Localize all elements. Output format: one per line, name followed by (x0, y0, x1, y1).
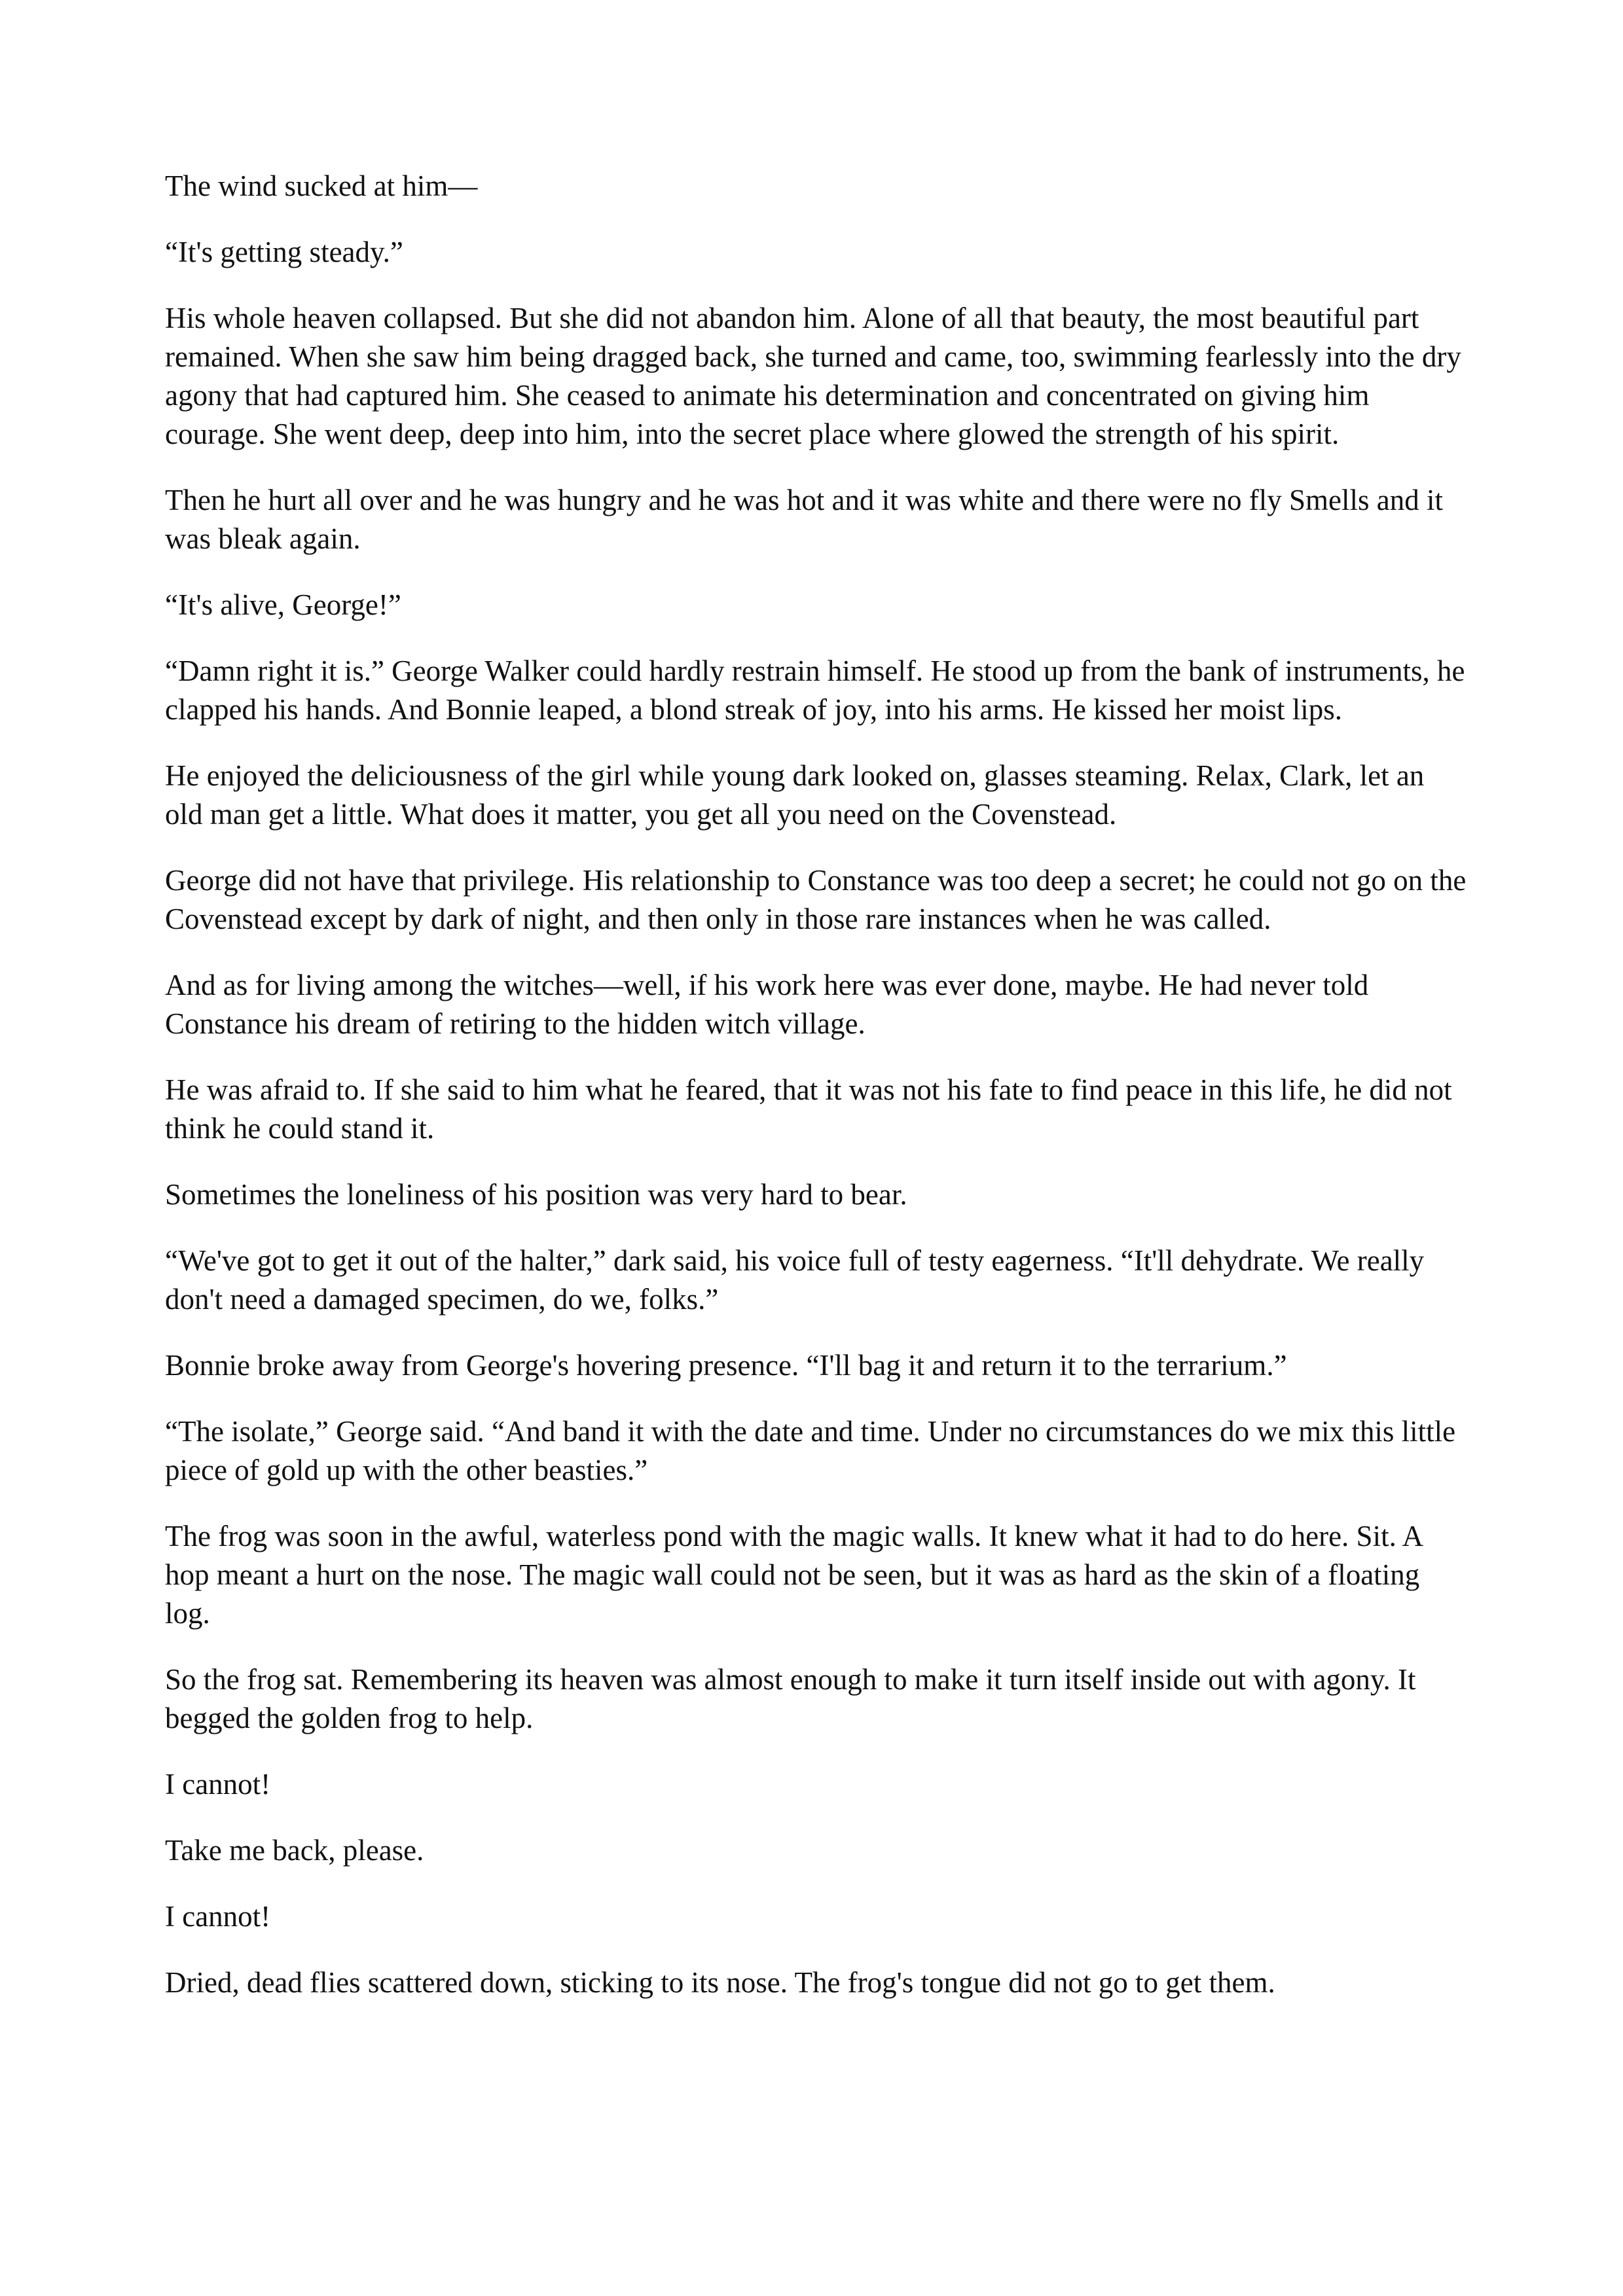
paragraph: I cannot! (165, 1900, 271, 1933)
paragraph: The wind sucked at him— (165, 170, 478, 202)
paragraph: The frog was soon in the awful, waterless pond with the magic walls. It knew what it had to do here. Sit. A hop meant a hurt on the nose. The magic wall could not be seen, but it was as hard as the skin of a floating log. (165, 1520, 1422, 1630)
paragraph: “It's getting steady.” (165, 236, 403, 268)
paragraph: Bonnie broke away from George's hovering presence. “I'll bag it and return it to the terrarium.” (165, 1349, 1287, 1382)
paragraph: Then he hurt all over and he was hungry and he was hot and it was white and there were no fly Smells and it was bleak again. (165, 484, 1443, 555)
paragraph: George did not have that privilege. His relationship to Constance was too deep a secret; he could not go on the Covenstead except by dark of night, and then only in those rare instances when he was called. (165, 864, 1467, 935)
paragraph: And as for living among the witches—well, if his work here was ever done, maybe. He had never told Constance his dream of retiring to the hidden witch village. (165, 969, 1369, 1040)
paragraph: “The isolate,” George said. “And band it with the date and time. Under no circumstances do we mix this little piece of gold up with the other beasties.” (165, 1415, 1456, 1486)
paragraph: “Damn right it is.” George Walker could hardly restrain himself. He stood up from the bank of instruments, he clapped his hands. And Bonnie leaped, a blond streak of joy, into his arms. He kissed her moist lips. (165, 655, 1465, 726)
paragraph: I cannot! (165, 1768, 271, 1801)
paragraph: He enjoyed the deliciousness of the girl while young dark looked on, glasses steaming. Relax, Clark, let an old man get a little. What does it matter, you get all you need on the Covenstead. (165, 759, 1425, 831)
paragraph: Dried, dead flies scattered down, sticking to its nose. The frog's tongue did not go to get them. (165, 1966, 1275, 1999)
body-text (165, 167, 1468, 2030)
paragraph: He was afraid to. If she said to him what he feared, that it was not his fate to find peace in this life, he did not think he could stand it. (165, 1073, 1452, 1145)
paragraph: “We've got to get it out of the halter,” dark said, his voice full of testy eagerness. “It'll dehydrate. We really don't need a damaged specimen, do we, folks.” (165, 1244, 1425, 1316)
paragraph: Sometimes the loneliness of his position was very hard to bear. (165, 1178, 907, 1211)
paragraph: His whole heaven collapsed. But she did not abandon him. Alone of all that beauty, the most beautiful part remained. When she saw him being dragged back, she turned and came, too, swimming fearlessly into the dry agony that had captured him. She ceased to animate his determination and concentrated on giving him courage. She went deep, deep into him, into the secret place where glowed the strength of his spirit. (165, 302, 1461, 450)
paragraph: So the frog sat. Remembering its heaven was almost enough to make it turn itself inside out with agony. It begged the golden frog to help. (165, 1663, 1416, 1734)
paragraph: Take me back, please. (165, 1834, 424, 1867)
paragraph: “It's alive, George!” (165, 588, 401, 621)
